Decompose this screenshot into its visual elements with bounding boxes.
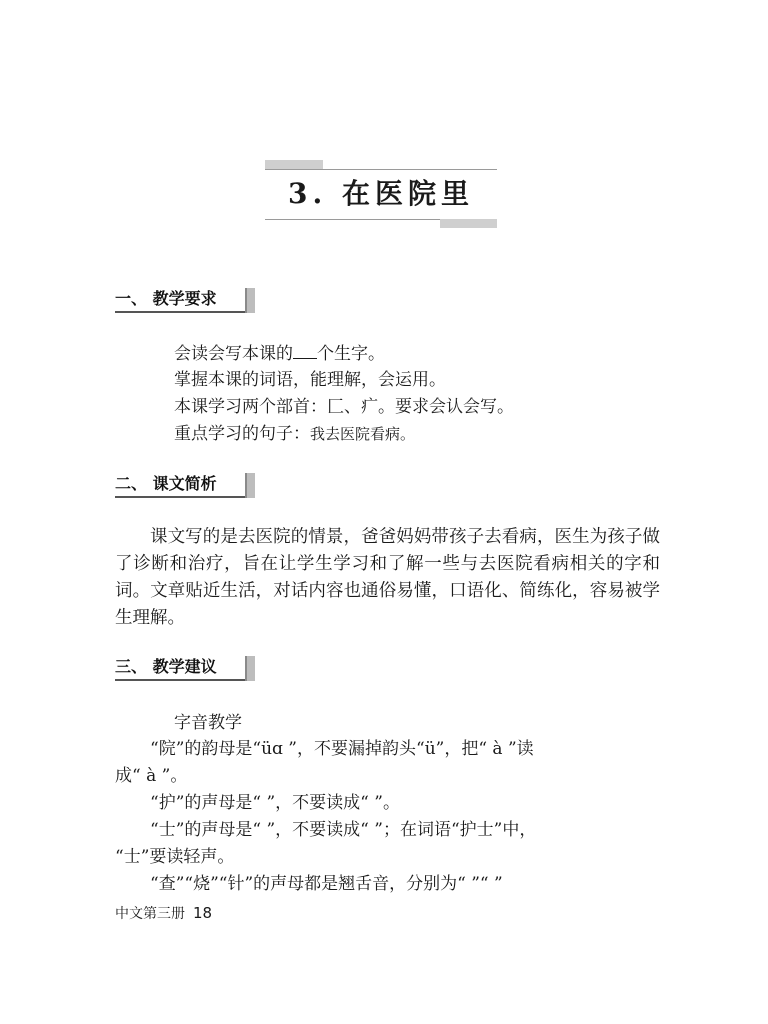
title-decoration-bottom bbox=[440, 219, 497, 228]
section-heading-analysis bbox=[115, 473, 257, 499]
section-heading-suggestions bbox=[115, 656, 257, 682]
section-tab-shade bbox=[245, 656, 255, 681]
section-heading-text: 三、 教学建议 bbox=[115, 657, 217, 676]
blank bbox=[293, 358, 317, 359]
book-title: 中文第三册 bbox=[115, 906, 185, 922]
suggestion-p1-line2: 成“ à ”。 bbox=[115, 766, 188, 786]
suggestion-p2: “护”的声母是“ ”，不要读成“ ”。 bbox=[150, 793, 400, 813]
subheading-pronunciation: 字音教学 bbox=[174, 713, 242, 733]
suggestion-p1-line1: “院”的韵母是“üɑ ”，不要漏掉韵头“ü”，把“ à ”读 bbox=[150, 739, 534, 759]
suggestion-p4: “查”“烧”“针”的声母都是翘舌音，分别为“ ”“ ” bbox=[150, 874, 503, 894]
section-heading-text: 二、 课文简析 bbox=[115, 474, 217, 493]
requirement-line-3: 本课学习两个部首：匚、疒。要求会认会写。 bbox=[174, 397, 514, 417]
section-underline bbox=[115, 311, 247, 313]
section-tab-shade bbox=[245, 473, 255, 498]
requirement-text: 个生字。 bbox=[317, 344, 385, 364]
requirement-line-1 bbox=[174, 341, 385, 367]
section-heading-text: 一、 教学要求 bbox=[115, 289, 217, 308]
requirement-text: 重点学习的句子： bbox=[174, 424, 310, 444]
analysis-paragraph: 课文写的是去医院的情景，爸爸妈妈带孩子去看病，医生为孩子做了诊断和治疗，旨在让学生学习和了解一些与去医院看病相关的字和词。文章贴近生活，对话内容也通俗易懂，口语化、简练化，容易被学生理解。 bbox=[115, 527, 660, 628]
section-underline bbox=[115, 496, 247, 498]
page-number: 18 bbox=[193, 904, 213, 922]
section-tab-shade bbox=[245, 288, 255, 313]
lesson-title: 3. 在医院里 bbox=[288, 177, 474, 210]
key-sentence: 我去医院看病。 bbox=[310, 425, 416, 443]
section-underline bbox=[115, 679, 247, 681]
suggestion-p3-line1: “士”的声母是“ ”，不要读成“ ”；在词语“护士”中， bbox=[150, 820, 537, 840]
title-rule-top bbox=[265, 169, 497, 170]
requirement-line-4 bbox=[174, 421, 415, 447]
page-footer bbox=[115, 903, 212, 924]
requirement-text: 会读会写本课的 bbox=[174, 344, 293, 364]
suggestion-p3-line2: “士”要读轻声。 bbox=[115, 847, 235, 867]
section-heading-requirements bbox=[115, 288, 257, 314]
requirement-line-2: 掌握本课的词语，能理解，会运用。 bbox=[174, 370, 446, 390]
